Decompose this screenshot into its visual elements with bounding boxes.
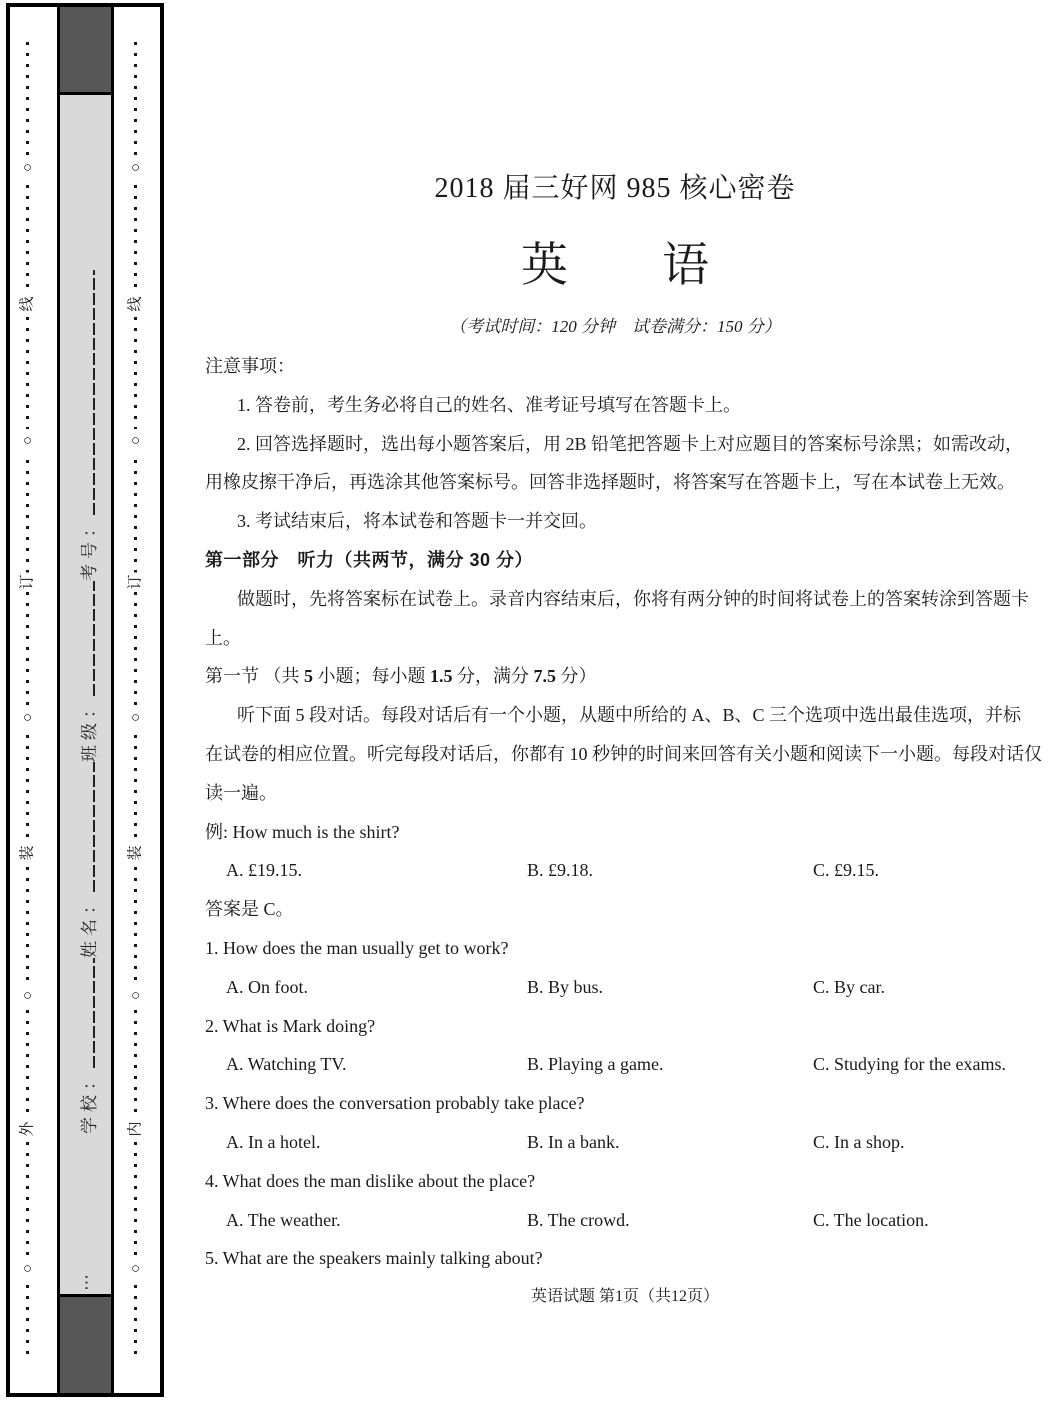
field-school-label: 学校： — [79, 1068, 99, 1134]
field-name-label: 姓名： — [79, 892, 99, 958]
question-text: 4. What does the man dislike about the place? — [205, 1170, 536, 1191]
binding-circle: ○ — [126, 1257, 145, 1281]
binding-strip-dark-top — [60, 3, 111, 95]
notice-item-3: 3. 考试结束后，将本试卷和答题卡一并交回。 — [237, 511, 597, 532]
binding-circle: ○ — [126, 706, 145, 730]
options-row — [205, 1045, 1045, 1084]
student-info-fields — [61, 95, 113, 1295]
question-text: 1. How does the man usually get to work? — [205, 937, 509, 958]
binding-char-outer: 外 — [16, 1120, 40, 1139]
section1-intro-line-1: 听下面 5 段对话。每段对话后有一个小题，从题中所给的 A、B、C 三个选项中选出最佳选项，并标 — [237, 705, 1022, 726]
option-c: C. The location. — [813, 1209, 929, 1230]
option-c: C. Studying for the exams. — [813, 1054, 1006, 1075]
notice-heading: 注意事项： — [205, 356, 295, 376]
option-a: A. On foot. — [226, 976, 308, 997]
exam-title: 2018 届三好网 985 核心密卷 — [434, 173, 796, 204]
binding-circle: ○ — [126, 156, 145, 180]
binding-char-bind: 装 — [16, 844, 40, 863]
question-text: 5. What are the speakers mainly talking about? — [205, 1248, 543, 1269]
field-school-blank — [79, 958, 95, 1068]
field-class-blank — [79, 581, 95, 696]
option-b: B. The crowd. — [527, 1209, 630, 1230]
section1-intro-line-3: 读一遍。 — [205, 782, 277, 803]
binding-line-left — [19, 42, 36, 1360]
part1-heading: 第一部分 听力（共两节，满分 30 分） — [205, 549, 534, 570]
section1-points-total: 7.5 — [533, 666, 556, 687]
strip-ellipsis: ⋯ — [77, 1272, 96, 1291]
options-row — [205, 1201, 1045, 1240]
exam-meta: （考试时间：120 分钟 试卷满分：150 分） — [449, 317, 781, 336]
option-b: B. By bus. — [527, 976, 604, 997]
page-footer: 英语试题 第1页（共12页） — [530, 1288, 719, 1306]
options-row — [205, 1123, 1045, 1162]
example-option-a: A. £19.15. — [226, 860, 302, 881]
binding-circle: ○ — [18, 984, 37, 1008]
question-text: 3. Where does the conversation probably take place? — [205, 1093, 585, 1114]
option-c: C. In a shop. — [813, 1131, 905, 1152]
binding-char-staple: 订 — [124, 573, 148, 592]
section1-intro-line-2: 在试卷的相应位置。听完每段对话后，你都有 10 秒钟的时间来回答有关小题和阅读下一小题。每段对话仅 — [205, 743, 1042, 764]
example-options-row — [205, 851, 1045, 890]
binding-circle: ○ — [18, 1257, 37, 1281]
question-text: 2. What is Mark doing? — [205, 1015, 376, 1036]
binding-char-line: 线 — [16, 295, 40, 314]
field-class-label: 班级： — [79, 696, 99, 762]
part1-intro-line-2: 上。 — [205, 627, 241, 648]
section1-heading-text: 分，满分 — [452, 666, 534, 687]
field-examno-blank — [79, 270, 95, 515]
binding-circle: ○ — [18, 706, 37, 730]
binding-circle: ○ — [18, 156, 37, 180]
binding-char-bind: 装 — [124, 844, 148, 863]
section1-count: 5 — [304, 666, 313, 687]
binding-circle: ○ — [126, 984, 145, 1008]
option-b: B. In a bank. — [527, 1131, 620, 1152]
exam-subject: 英 语 — [521, 240, 709, 292]
option-c: C. By car. — [813, 976, 885, 997]
option-a: A. In a hotel. — [226, 1131, 321, 1152]
binding-circle: ○ — [18, 429, 37, 453]
field-examno-label: 考号： — [79, 515, 99, 581]
section1-heading-text: 分） — [556, 666, 597, 687]
section1-points-each: 1.5 — [430, 666, 453, 687]
binding-strip-dark-bottom — [60, 1297, 111, 1397]
section1-heading — [205, 657, 1045, 696]
binding-line-right — [127, 42, 144, 1360]
section1-heading-text: 小题；每小题 — [313, 666, 430, 687]
option-a: A. Watching TV. — [226, 1054, 347, 1075]
example-option-c: C. £9.15. — [813, 860, 880, 881]
binding-char-staple: 订 — [16, 573, 40, 592]
example-answer: 答案是 C。 — [205, 899, 294, 920]
part1-intro-line-1: 做题时，先将答案标在试卷上。录音内容结束后，你将有两分钟的时间将试卷上的答案转涂到答题卡 — [237, 588, 1029, 609]
field-name-blank — [79, 762, 95, 892]
options-row — [205, 968, 1045, 1007]
binding-char-inner: 内 — [124, 1120, 148, 1139]
notice-item-2-line-2: 用橡皮擦干净后，再选涂其他答案标号。回答非选择题时，将答案写在答题卡上，写在本试卷上无效。 — [205, 472, 1015, 493]
binding-char-line: 线 — [124, 295, 148, 314]
option-a: A. The weather. — [226, 1209, 341, 1230]
option-b: B. Playing a game. — [527, 1054, 664, 1075]
section1-heading-text: 第一节 （共 — [205, 666, 304, 687]
notice-item-2-line-1: 2. 回答选择题时，选出每小题答案后，用 2B 铅笔把答题卡上对应题目的答案标号涂黑；如需改动， — [237, 433, 1024, 454]
exam-content — [205, 347, 1045, 1317]
example-option-b: B. £9.18. — [527, 860, 594, 881]
example-question: 例: How much is the shirt? — [205, 821, 400, 842]
notice-item-1: 1. 答卷前，考生务必将自己的姓名、准考证号填写在答题卡上。 — [237, 394, 741, 415]
binding-circle: ○ — [126, 429, 145, 453]
